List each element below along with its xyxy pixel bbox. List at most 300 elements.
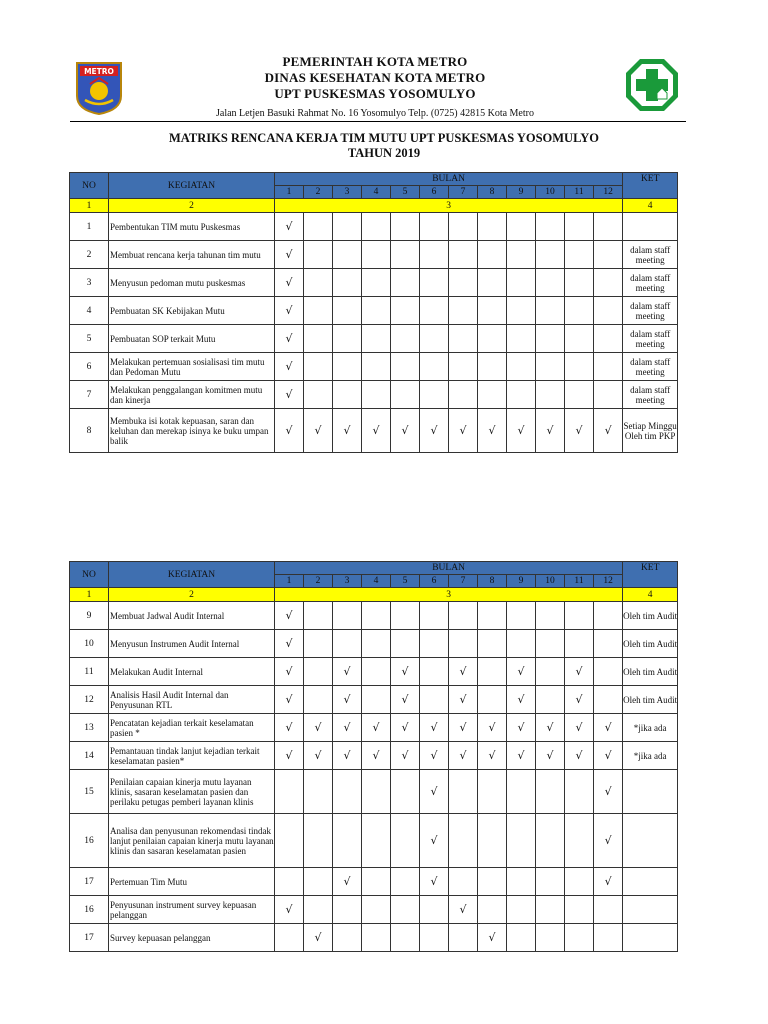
month-cell-3 — [333, 686, 362, 714]
month-cell-6 — [420, 868, 449, 896]
month-cell-5 — [391, 742, 420, 770]
month-cell-8 — [478, 381, 507, 409]
month-cell-9 — [507, 325, 536, 353]
index-bulan: 3 — [275, 588, 623, 602]
ket-cell — [623, 814, 678, 868]
month-cell-12 — [594, 658, 623, 686]
month-cell-3 — [333, 409, 362, 453]
month-header-9: 9 — [507, 186, 536, 199]
month-header-6: 6 — [420, 186, 449, 199]
ket-cell: Oleh tim Audit — [623, 686, 678, 714]
month-cell-7 — [449, 868, 478, 896]
month-cell-5 — [391, 602, 420, 630]
month-cell-2 — [304, 686, 333, 714]
month-cell-11 — [565, 269, 594, 297]
row-number: 8 — [70, 409, 109, 453]
month-cell-3 — [333, 770, 362, 814]
ket-cell: Oleh tim Audit — [623, 630, 678, 658]
month-cell-2 — [304, 325, 333, 353]
table-row — [70, 658, 678, 686]
month-cell-6 — [420, 630, 449, 658]
month-cell-7 — [449, 686, 478, 714]
table-row — [70, 714, 678, 742]
check-mark: √ — [314, 424, 322, 437]
month-cell-10 — [536, 297, 565, 325]
month-cell-7 — [449, 381, 478, 409]
month-cell-9 — [507, 686, 536, 714]
index-no: 1 — [70, 199, 109, 213]
row-number: 6 — [70, 353, 109, 381]
header-address: Jalan Letjen Basuki Rahmat No. 16 Yosomulyo Telp. (0725) 42815 Kota Metro — [216, 108, 534, 119]
month-cell-3 — [333, 630, 362, 658]
month-cell-4 — [362, 924, 391, 952]
ket-cell — [623, 213, 678, 241]
month-cell-10 — [536, 896, 565, 924]
row-number: 9 — [70, 602, 109, 630]
check-mark: √ — [604, 785, 612, 798]
month-cell-10 — [536, 742, 565, 770]
month-cell-3 — [333, 325, 362, 353]
check-mark: √ — [372, 749, 380, 762]
check-mark: √ — [285, 637, 293, 650]
month-cell-11 — [565, 241, 594, 269]
check-mark: √ — [343, 693, 351, 706]
month-cell-4 — [362, 602, 391, 630]
month-cell-3 — [333, 714, 362, 742]
month-cell-6 — [420, 896, 449, 924]
col-header-no: NO — [70, 562, 109, 588]
month-cell-11 — [565, 381, 594, 409]
check-mark: √ — [488, 749, 496, 762]
check-mark: √ — [314, 749, 322, 762]
month-cell-10 — [536, 924, 565, 952]
title-line-2: TAHUN 2019 — [347, 146, 421, 160]
activity-cell: Pertemuan Tim Mutu — [109, 868, 275, 896]
activity-cell: Menyusun Instrumen Audit Internal — [109, 630, 275, 658]
month-cell-4 — [362, 742, 391, 770]
month-cell-12 — [594, 381, 623, 409]
month-cell-3 — [333, 353, 362, 381]
check-mark: √ — [343, 665, 351, 678]
month-cell-12 — [594, 213, 623, 241]
index-bulan: 3 — [275, 199, 623, 213]
table-row — [70, 213, 678, 241]
month-cell-12 — [594, 602, 623, 630]
month-cell-7 — [449, 241, 478, 269]
month-cell-9 — [507, 409, 536, 453]
check-mark: √ — [343, 749, 351, 762]
month-cell-4 — [362, 658, 391, 686]
activity-cell: Melakukan penggalangan komitmen mutu dan kinerja — [109, 381, 275, 409]
check-mark: √ — [604, 721, 612, 734]
month-cell-4 — [362, 686, 391, 714]
column-index-row — [70, 199, 678, 213]
column-index-row — [70, 588, 678, 602]
row-number: 17 — [70, 924, 109, 952]
table-row — [70, 353, 678, 381]
month-cell-6 — [420, 409, 449, 453]
month-cell-3 — [333, 602, 362, 630]
check-mark: √ — [517, 665, 525, 678]
month-cell-4 — [362, 630, 391, 658]
month-cell-7 — [449, 714, 478, 742]
activity-cell: Penilaian capaian kinerja mutu layanan klinis, sasaran keselamatan pasien dan perilaku petugas pemberi layanan klinis — [109, 770, 275, 814]
logo-left-text: METRO — [84, 67, 114, 76]
month-cell-10 — [536, 814, 565, 868]
month-cell-2 — [304, 241, 333, 269]
month-cell-9 — [507, 924, 536, 952]
month-cell-12 — [594, 770, 623, 814]
month-cell-9 — [507, 742, 536, 770]
month-cell-1 — [275, 770, 304, 814]
ket-cell: dalam staff meeting — [623, 325, 678, 353]
check-mark: √ — [285, 665, 293, 678]
check-mark: √ — [401, 749, 409, 762]
ket-cell — [623, 924, 678, 952]
ket-cell: dalam staff meeting — [623, 381, 678, 409]
month-cell-8 — [478, 325, 507, 353]
activity-cell: Pembentukan TIM mutu Puskesmas — [109, 213, 275, 241]
month-header-3: 3 — [333, 575, 362, 588]
check-mark: √ — [430, 834, 438, 847]
work-plan-table-1 — [69, 172, 678, 453]
month-cell-12 — [594, 269, 623, 297]
month-cell-11 — [565, 602, 594, 630]
col-header-kegiatan: KEGIATAN — [109, 173, 275, 199]
month-cell-12 — [594, 868, 623, 896]
activity-cell: Melakukan Audit Internal — [109, 658, 275, 686]
month-cell-6 — [420, 714, 449, 742]
check-mark: √ — [372, 424, 380, 437]
month-cell-6 — [420, 297, 449, 325]
row-number: 16 — [70, 896, 109, 924]
check-mark: √ — [459, 693, 467, 706]
month-cell-3 — [333, 297, 362, 325]
month-cell-8 — [478, 742, 507, 770]
month-cell-11 — [565, 630, 594, 658]
activity-cell: Analisa dan penyusunan rekomendasi tindak lanjut penilaian capaian kinerja mutu layanan klinis dan sasaran keselamatan pasien — [109, 814, 275, 868]
table-row — [70, 742, 678, 770]
check-mark: √ — [459, 424, 467, 437]
table-row — [70, 241, 678, 269]
activity-cell: Membuat rencana kerja tahunan tim mutu — [109, 241, 275, 269]
month-cell-3 — [333, 269, 362, 297]
month-header-9: 9 — [507, 575, 536, 588]
activity-cell: Menyusun pedoman mutu puskesmas — [109, 269, 275, 297]
month-cell-4 — [362, 381, 391, 409]
month-cell-2 — [304, 381, 333, 409]
month-cell-11 — [565, 868, 594, 896]
month-cell-8 — [478, 241, 507, 269]
month-cell-1 — [275, 714, 304, 742]
month-cell-12 — [594, 924, 623, 952]
check-mark: √ — [285, 693, 293, 706]
check-mark: √ — [430, 785, 438, 798]
month-cell-9 — [507, 213, 536, 241]
check-mark: √ — [401, 665, 409, 678]
month-cell-5 — [391, 924, 420, 952]
month-cell-7 — [449, 924, 478, 952]
check-mark: √ — [401, 424, 409, 437]
check-mark: √ — [285, 609, 293, 622]
month-cell-7 — [449, 658, 478, 686]
month-cell-5 — [391, 658, 420, 686]
month-cell-5 — [391, 409, 420, 453]
month-cell-2 — [304, 409, 333, 453]
month-cell-3 — [333, 241, 362, 269]
month-cell-11 — [565, 714, 594, 742]
month-cell-2 — [304, 896, 333, 924]
month-header-1: 1 — [275, 186, 304, 199]
ket-cell — [623, 896, 678, 924]
check-mark: √ — [372, 721, 380, 734]
month-cell-4 — [362, 868, 391, 896]
table-row — [70, 630, 678, 658]
check-mark: √ — [343, 424, 351, 437]
header-divider — [70, 121, 686, 122]
month-cell-1 — [275, 896, 304, 924]
row-number: 14 — [70, 742, 109, 770]
month-cell-6 — [420, 686, 449, 714]
month-cell-11 — [565, 896, 594, 924]
month-cell-5 — [391, 241, 420, 269]
month-cell-1 — [275, 409, 304, 453]
month-cell-9 — [507, 381, 536, 409]
month-cell-7 — [449, 814, 478, 868]
check-mark: √ — [430, 424, 438, 437]
month-cell-10 — [536, 658, 565, 686]
metro-city-logo — [74, 60, 124, 116]
month-cell-2 — [304, 868, 333, 896]
month-cell-5 — [391, 814, 420, 868]
month-cell-2 — [304, 814, 333, 868]
check-mark: √ — [517, 749, 525, 762]
check-mark: √ — [285, 332, 293, 345]
month-cell-7 — [449, 409, 478, 453]
activity-cell: Pembuatan SOP terkait Mutu — [109, 325, 275, 353]
month-cell-8 — [478, 297, 507, 325]
month-cell-2 — [304, 658, 333, 686]
month-cell-7 — [449, 602, 478, 630]
month-header-2: 2 — [304, 186, 333, 199]
check-mark: √ — [343, 875, 351, 888]
ket-cell: Setiap Minggu Oleh tim PKP — [623, 409, 678, 453]
month-header-11: 11 — [565, 186, 594, 199]
table-row — [70, 269, 678, 297]
row-number: 3 — [70, 269, 109, 297]
month-cell-8 — [478, 353, 507, 381]
header-puskesmas: UPT PUSKESMAS YOSOMULYO — [274, 86, 476, 101]
month-cell-4 — [362, 770, 391, 814]
index-ket: 4 — [623, 199, 678, 213]
row-number: 5 — [70, 325, 109, 353]
month-cell-6 — [420, 924, 449, 952]
check-mark: √ — [285, 903, 293, 916]
month-cell-10 — [536, 381, 565, 409]
ket-cell — [623, 868, 678, 896]
table-row — [70, 602, 678, 630]
month-cell-2 — [304, 297, 333, 325]
month-cell-3 — [333, 658, 362, 686]
check-mark: √ — [430, 721, 438, 734]
month-cell-2 — [304, 353, 333, 381]
month-cell-5 — [391, 353, 420, 381]
row-number: 11 — [70, 658, 109, 686]
col-header-bulan: BULAN — [275, 173, 623, 186]
check-mark: √ — [430, 875, 438, 888]
month-cell-11 — [565, 924, 594, 952]
month-header-12: 12 — [594, 575, 623, 588]
check-mark: √ — [343, 721, 351, 734]
month-cell-1 — [275, 686, 304, 714]
check-mark: √ — [285, 721, 293, 734]
header-government: PEMERINTAH KOTA METRO — [282, 54, 468, 69]
month-cell-7 — [449, 269, 478, 297]
month-cell-1 — [275, 602, 304, 630]
month-cell-11 — [565, 658, 594, 686]
month-cell-9 — [507, 269, 536, 297]
index-no: 1 — [70, 588, 109, 602]
header-row — [70, 173, 678, 186]
month-cell-9 — [507, 714, 536, 742]
row-number: 7 — [70, 381, 109, 409]
month-cell-12 — [594, 241, 623, 269]
activity-cell: Pembuatan SK Kebijakan Mutu — [109, 297, 275, 325]
month-cell-8 — [478, 658, 507, 686]
check-mark: √ — [575, 424, 583, 437]
month-header-8: 8 — [478, 186, 507, 199]
month-header-5: 5 — [391, 186, 420, 199]
month-cell-12 — [594, 409, 623, 453]
month-header-4: 4 — [362, 575, 391, 588]
month-cell-5 — [391, 213, 420, 241]
month-header-3: 3 — [333, 186, 362, 199]
month-cell-1 — [275, 241, 304, 269]
month-cell-10 — [536, 241, 565, 269]
month-cell-11 — [565, 325, 594, 353]
month-cell-10 — [536, 269, 565, 297]
month-cell-9 — [507, 658, 536, 686]
month-cell-6 — [420, 742, 449, 770]
check-mark: √ — [401, 693, 409, 706]
month-cell-12 — [594, 814, 623, 868]
month-cell-9 — [507, 241, 536, 269]
check-mark: √ — [517, 721, 525, 734]
check-mark: √ — [546, 721, 554, 734]
check-mark: √ — [459, 749, 467, 762]
month-cell-3 — [333, 213, 362, 241]
month-cell-3 — [333, 868, 362, 896]
letterhead — [0, 52, 768, 122]
month-cell-10 — [536, 686, 565, 714]
month-cell-4 — [362, 241, 391, 269]
month-cell-8 — [478, 213, 507, 241]
month-cell-4 — [362, 353, 391, 381]
check-mark: √ — [575, 749, 583, 762]
month-cell-6 — [420, 213, 449, 241]
check-mark: √ — [546, 749, 554, 762]
col-header-ket: KET — [623, 562, 678, 588]
month-cell-12 — [594, 297, 623, 325]
month-cell-12 — [594, 686, 623, 714]
col-header-bulan: BULAN — [275, 562, 623, 575]
month-cell-2 — [304, 924, 333, 952]
month-cell-8 — [478, 409, 507, 453]
month-cell-6 — [420, 381, 449, 409]
activity-cell: Membuat Jadwal Audit Internal — [109, 602, 275, 630]
month-cell-1 — [275, 381, 304, 409]
month-cell-1 — [275, 742, 304, 770]
month-header-6: 6 — [420, 575, 449, 588]
month-cell-6 — [420, 325, 449, 353]
month-cell-7 — [449, 325, 478, 353]
month-cell-5 — [391, 381, 420, 409]
check-mark: √ — [459, 721, 467, 734]
table-row — [70, 896, 678, 924]
month-cell-9 — [507, 896, 536, 924]
row-number: 1 — [70, 213, 109, 241]
month-cell-1 — [275, 924, 304, 952]
ket-cell — [623, 770, 678, 814]
month-cell-1 — [275, 658, 304, 686]
month-cell-4 — [362, 213, 391, 241]
check-mark: √ — [517, 693, 525, 706]
month-cell-12 — [594, 630, 623, 658]
month-cell-2 — [304, 742, 333, 770]
month-cell-7 — [449, 896, 478, 924]
month-header-10: 10 — [536, 575, 565, 588]
month-cell-8 — [478, 630, 507, 658]
month-cell-8 — [478, 868, 507, 896]
month-cell-1 — [275, 814, 304, 868]
month-cell-2 — [304, 630, 333, 658]
month-cell-5 — [391, 297, 420, 325]
row-number: 10 — [70, 630, 109, 658]
row-number: 16 — [70, 814, 109, 868]
month-cell-8 — [478, 602, 507, 630]
month-cell-5 — [391, 325, 420, 353]
month-cell-5 — [391, 896, 420, 924]
check-mark: √ — [314, 721, 322, 734]
month-cell-2 — [304, 269, 333, 297]
month-cell-4 — [362, 714, 391, 742]
month-cell-6 — [420, 602, 449, 630]
month-cell-6 — [420, 353, 449, 381]
activity-cell: Analisis Hasil Audit Internal dan Penyusunan RTL — [109, 686, 275, 714]
month-cell-12 — [594, 896, 623, 924]
check-mark: √ — [604, 424, 612, 437]
month-cell-3 — [333, 814, 362, 868]
month-cell-10 — [536, 353, 565, 381]
month-header-11: 11 — [565, 575, 594, 588]
month-cell-11 — [565, 686, 594, 714]
month-cell-9 — [507, 814, 536, 868]
check-mark: √ — [488, 931, 496, 944]
month-cell-12 — [594, 742, 623, 770]
month-cell-1 — [275, 297, 304, 325]
month-cell-11 — [565, 409, 594, 453]
activity-cell: Penyusunan instrument survey kepuasan pelanggan — [109, 896, 275, 924]
table-row — [70, 814, 678, 868]
month-cell-2 — [304, 714, 333, 742]
month-cell-1 — [275, 269, 304, 297]
ket-cell: Oleh tim Audit — [623, 602, 678, 630]
col-header-ket: KET — [623, 173, 678, 199]
ket-cell: dalam staff meeting — [623, 241, 678, 269]
check-mark: √ — [285, 360, 293, 373]
month-cell-4 — [362, 409, 391, 453]
month-cell-11 — [565, 297, 594, 325]
